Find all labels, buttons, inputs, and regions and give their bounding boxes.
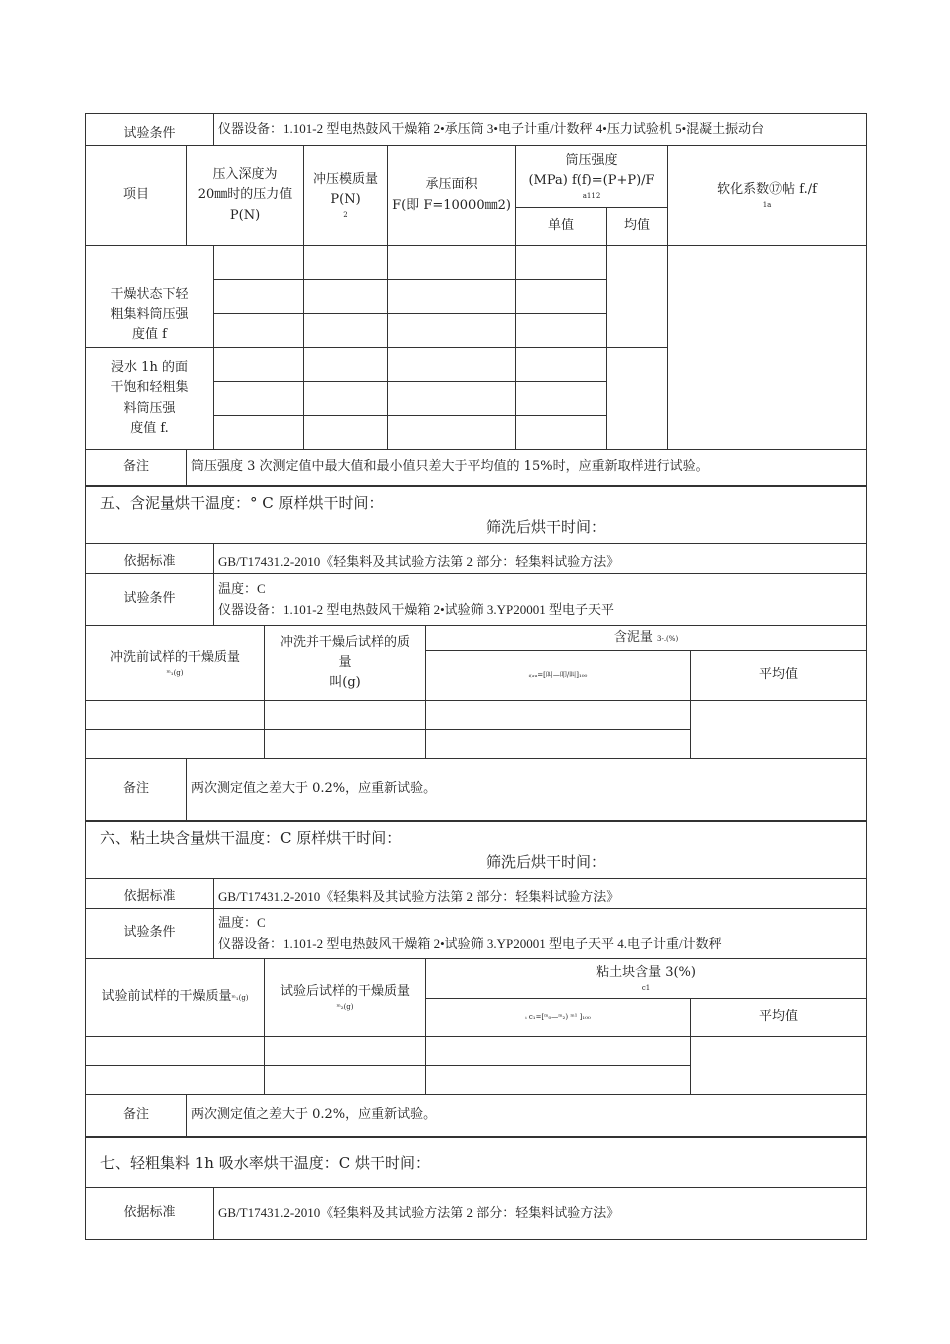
table-cell[interactable] [607, 348, 668, 450]
table-cell[interactable] [516, 348, 607, 382]
table-cell[interactable] [304, 348, 388, 382]
table-cell[interactable] [214, 348, 304, 382]
s7-std-label: 依据标准 [86, 1188, 214, 1240]
table-cell[interactable] [265, 1037, 426, 1066]
table-cell[interactable] [388, 382, 516, 416]
table-cell[interactable] [214, 246, 304, 280]
table-cell[interactable] [516, 382, 607, 416]
s7-title: 七、轻粗集料 1h 吸水率烘干温度：C 烘干时间： [86, 1138, 867, 1188]
table-cell[interactable] [214, 416, 304, 450]
document-page [85, 113, 866, 1240]
s4-row-wet-label: 浸水 1h 的面 干饱和轻粗集 料筒压强 度值 f. [86, 348, 214, 450]
table-cell[interactable] [304, 280, 388, 314]
table-cell[interactable] [214, 314, 304, 348]
s4-h-avg: 均值 [607, 208, 668, 246]
table-cell[interactable] [304, 246, 388, 280]
s4-h-single: 单值 [516, 208, 607, 246]
s4-h-item: 项目 [86, 146, 187, 246]
table-cell[interactable] [426, 730, 691, 759]
s4-row-dry-label: 干燥状态下轻 粗集料筒压强 度值 f [86, 246, 214, 348]
s6-h-content: 粘土块含量 3(%) c1 [426, 959, 867, 999]
s5-std-label: 依据标准 [86, 544, 214, 574]
table-cell[interactable] [265, 701, 426, 730]
s5-cond-label: 试验条件 [86, 574, 214, 626]
s6-h-after: 试验后试样的干燥质量 ᵐ₂(g) [265, 959, 426, 1037]
s5-note-text: 两次测定值之差大于 0.2%，应重新试验。 [187, 759, 867, 821]
table-cell[interactable] [86, 1066, 265, 1095]
s6-table [85, 821, 867, 1137]
s4-h-force: 压入深度为 20㎜时的压力值 P(N) [187, 146, 304, 246]
s4-cond-label: 试验条件 [86, 114, 214, 146]
s5-table [85, 486, 867, 821]
s5-h-before: 冲洗前试样的干燥质量 ᵐ₁(g) [86, 626, 265, 701]
table-cell[interactable] [265, 730, 426, 759]
table-cell[interactable] [304, 314, 388, 348]
s5-note-label: 备注 [86, 759, 187, 821]
s6-std-text: GB/T17431.2-2010《轻集料及其试验方法第 2 部分：轻集料试验方法》 [214, 879, 867, 909]
s5-std-text: GB/T17431.2-2010《轻集料及其试验方法第 2 部分：轻集料试验方法》 [214, 544, 867, 574]
s5-h-avg: 平均值 [691, 651, 867, 701]
s6-h-avg: 平均值 [691, 999, 867, 1037]
s4-table [85, 113, 867, 486]
table-cell[interactable] [265, 1066, 426, 1095]
s4-h-softening: 软化系数⑰帖 f./f 1a [668, 146, 867, 246]
table-cell[interactable] [426, 1066, 691, 1095]
s6-cond-label: 试验条件 [86, 909, 214, 959]
table-cell[interactable] [668, 246, 867, 450]
s4-h-area: 承压面积 F(即 F=10000㎜2) [388, 146, 516, 246]
s4-note-text: 筒压强度 3 次测定值中最大值和最小值只差大于平均值的 15%时，应重新取样进行试验。 [187, 450, 867, 486]
table-cell[interactable] [691, 1037, 867, 1095]
table-cell[interactable] [86, 730, 265, 759]
table-cell[interactable] [516, 416, 607, 450]
table-cell[interactable] [388, 314, 516, 348]
table-cell[interactable] [214, 382, 304, 416]
table-cell[interactable] [516, 280, 607, 314]
table-cell[interactable] [426, 1037, 691, 1066]
s7-std-text: GB/T17431.2-2010《轻集料及其试验方法第 2 部分：轻集料试验方法》 [214, 1188, 867, 1240]
s5-cond-text: 温度：C 仪器设备：1.101-2 型电热鼓风干燥箱 2•试验筛 3.YP20001 型电子天平 [214, 574, 867, 626]
s5-title: 五、含泥量烘干温度：° C 原样烘干时间： 筛洗后烘干时间： [86, 487, 867, 544]
table-cell[interactable] [388, 280, 516, 314]
table-cell[interactable] [388, 348, 516, 382]
s6-h-before: 试验前试样的干燥质量ᵐ₁(g) [86, 959, 265, 1037]
table-cell[interactable] [86, 1037, 265, 1066]
table-cell[interactable] [304, 416, 388, 450]
s7-table [85, 1137, 867, 1240]
table-cell[interactable] [304, 382, 388, 416]
table-cell[interactable] [691, 701, 867, 759]
s6-cond-text: 温度：C 仪器设备：1.101-2 型电热鼓风干燥箱 2•试验筛 3.YP20001 型电子天平 4.电子计重/计数秤 [214, 909, 867, 959]
table-cell[interactable] [86, 701, 265, 730]
s6-std-label: 依据标准 [86, 879, 214, 909]
table-cell[interactable] [426, 701, 691, 730]
table-cell[interactable] [516, 314, 607, 348]
s6-note-text: 两次测定值之差大于 0.2%，应重新试验。 [187, 1095, 867, 1137]
s5-h-after: 冲洗并干燥后试样的质 量 叫(g) [265, 626, 426, 701]
s5-h-content: 含泥量 3-.(%) [426, 626, 867, 651]
s4-h-strength: 筒压强度 (MPa) f(f)=(P+P)/F a112 [516, 146, 668, 208]
s4-note-label: 备注 [86, 450, 187, 486]
table-cell[interactable] [388, 246, 516, 280]
s6-h-formula: ᵢ c₁=[ᵐ₀—ᵐ₂) ᵐ¹ ]₁₀₀ [426, 999, 691, 1037]
table-cell[interactable] [607, 246, 668, 348]
s6-title: 六、粘土块含量烘干温度：C 原样烘干时间： 筛洗后烘干时间： [86, 822, 867, 879]
s6-note-label: 备注 [86, 1095, 187, 1137]
table-cell[interactable] [516, 246, 607, 280]
s4-cond-text: 仪器设备：1.101-2 型电热鼓风干燥箱 2•承压筒 3•电子计重/计数秤 4•压力试验机 5•混凝土振动台 [214, 114, 867, 146]
s5-h-formula: ᵢ₍ₔᵤ=[叫—叩/叫]₁₀₀ [426, 651, 691, 701]
table-cell[interactable] [214, 280, 304, 314]
table-cell[interactable] [388, 416, 516, 450]
s4-h-mass: 冲压模质量 P(N) 2 [304, 146, 388, 246]
